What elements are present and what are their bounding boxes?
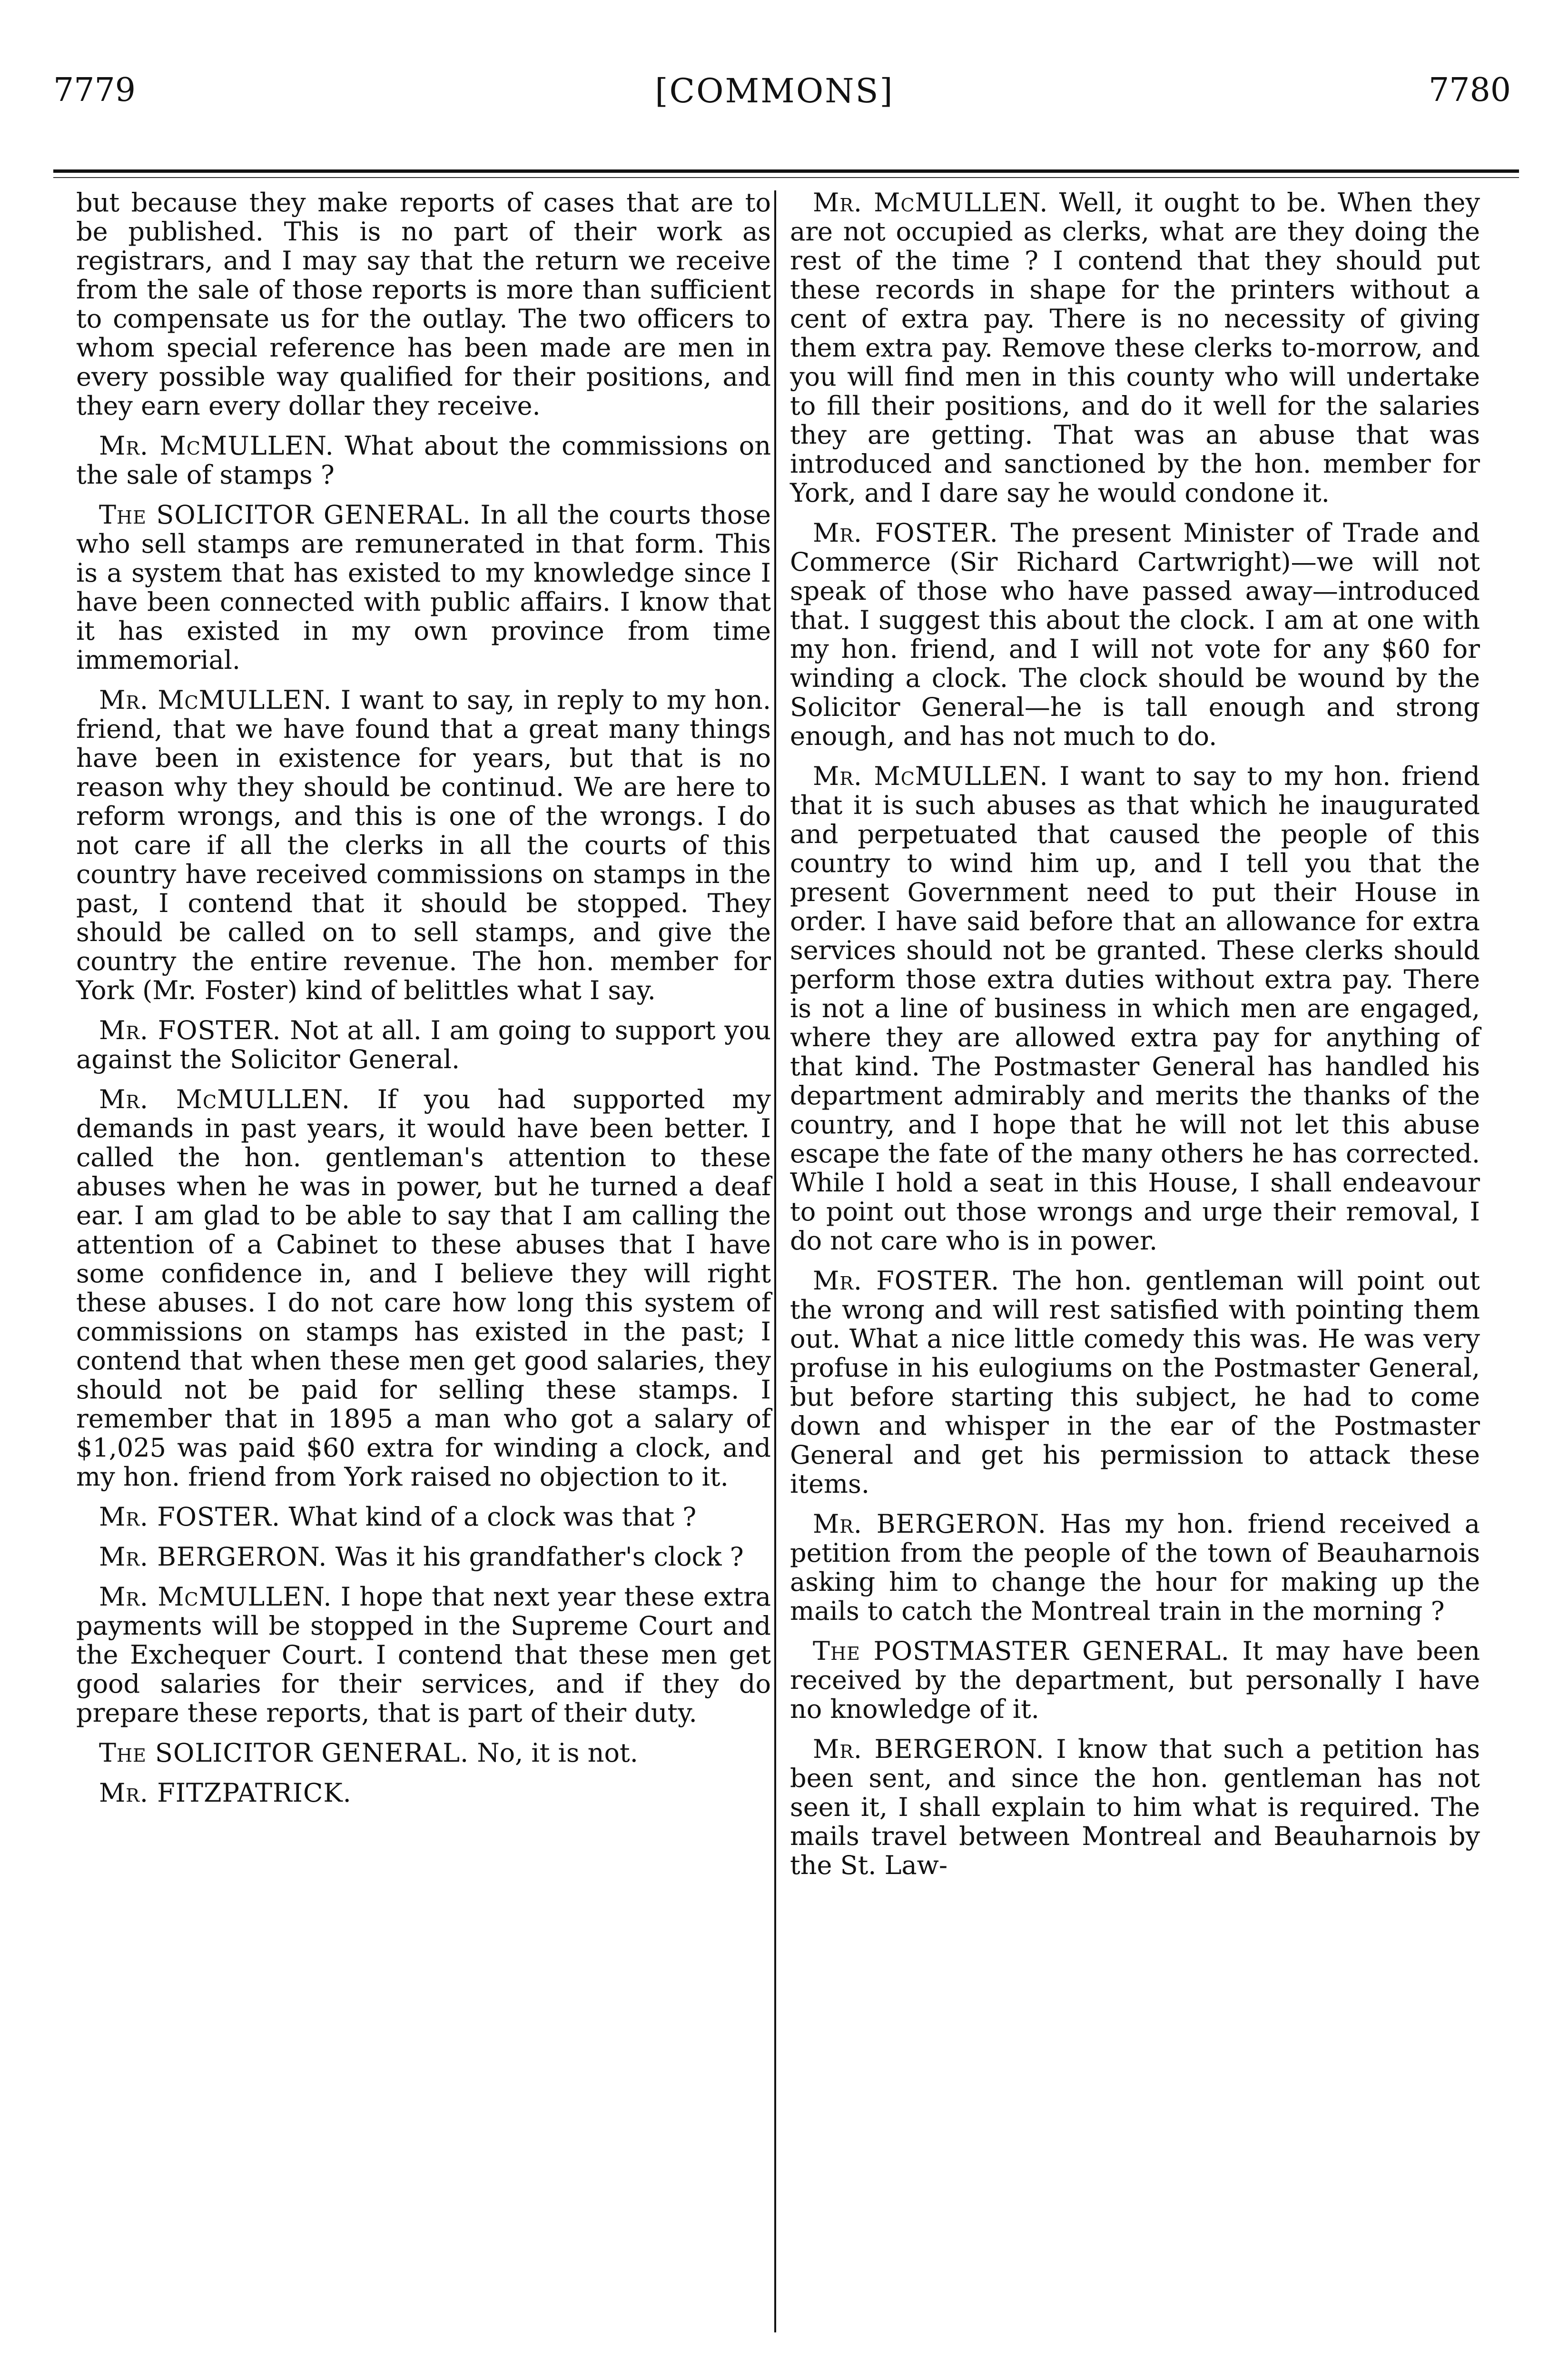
page-header-title: [COMMONS] [655, 71, 894, 110]
speech-paragraph [790, 1509, 1480, 1626]
speech-paragraph [790, 762, 1480, 1255]
speech-text: Was it his grandfather's clock ? [335, 1542, 744, 1572]
speaker-name: Mr. McMULLEN. [813, 761, 1048, 791]
speaker-name: Mr. FITZPATRICK. [99, 1778, 352, 1808]
speech-paragraph [76, 500, 771, 674]
speech-text: In all the courts those who sell stamps are remunerated in that form. This is a system that has existed to my knowledge since I have been connected with public affairs. I know that it has existed in my own province from time immemorial. [76, 500, 771, 675]
speech-paragraph [76, 1542, 771, 1571]
speaker-name: The SOLICITOR GENERAL. [99, 1738, 469, 1768]
speech-paragraph [76, 1085, 771, 1491]
speech-paragraph [76, 1502, 771, 1531]
speech-paragraph [76, 1016, 771, 1074]
speech-paragraph [790, 518, 1480, 751]
speaker-name: The SOLICITOR GENERAL. [99, 500, 471, 530]
header-rule-thin [53, 177, 1519, 178]
speech-paragraph [76, 1738, 771, 1767]
page-number-right: 7780 [1428, 71, 1511, 109]
speaker-name: Mr. FOSTER. [99, 1015, 281, 1045]
left-column [76, 188, 771, 1818]
speaker-name: Mr. BERGERON. [99, 1542, 327, 1572]
speech-text: What about the commissions on the sale of stamps ? [76, 431, 771, 490]
speech-text: What kind of a clock was that ? [288, 1502, 697, 1532]
speech-paragraph [790, 1266, 1480, 1498]
speech-paragraph [790, 1636, 1480, 1724]
speech-text: Well, it ought to be. When they are not occupied as clerks, what are they doing the rest of the time ? I contend that they should put these records in shape for the printers without a cent of extra pay. There is no necessity of giving them extra pay. Remove these clerks to-morrow, and you will find men in this county who will undertake to fill their positions, and do it well for the salaries they are getting. That was an abuse that was introduced and sanctioned by the hon. member for York, and I dare say he would condone it. [790, 188, 1480, 508]
speech-paragraph [790, 1735, 1480, 1880]
speaker-name: The POSTMASTER GENERAL. [813, 1636, 1230, 1666]
speech-text: Has my hon. friend received a petition from the people of the town of Beauharnois asking him to change the hour for making up the mails to catch the Montreal train in the morning ? [790, 1509, 1480, 1626]
speech-paragraph [76, 188, 771, 420]
speaker-name: Mr. FOSTER. [99, 1502, 281, 1532]
speech-text: but because they make reports of cases that are to be published. This is no part of their work as registrars, and I may say that the return we receive from the sale of those reports is more than sufficient to compensate us for the outlay. The two officers to whom special reference has been made are men in every possible way qualified for their positions, and they earn every dollar they receive. [76, 188, 771, 421]
speech-paragraph [76, 431, 771, 489]
speaker-name: Mr. McMULLEN. [813, 188, 1048, 218]
speech-text: The hon. gentleman will point out the wrong and will rest satisfied with pointing them out. What a nice little comedy this was. He was very profuse in his eulogiums on the Postmaster General, but before starting this subject, he had to come down and whisper in the ear of the Postmaster General and get his permission to attack these items. [790, 1266, 1480, 1499]
speaker-name: Mr. McMULLEN. [99, 685, 332, 715]
speech-paragraph [790, 188, 1480, 507]
speech-text: I hope that next year these extra payments will be stopped in the Supreme Court and the Exchequer Court. I contend that these men get good salaries for their services, and if they do prepare these reports, that is part of their duty. [76, 1582, 771, 1728]
speech-paragraph [76, 685, 771, 1005]
speaker-name: Mr. BERGERON. [813, 1734, 1045, 1764]
speech-paragraph [76, 1778, 771, 1807]
speech-text: No, it is not. [477, 1738, 638, 1768]
speech-text: It may have been received by the department, but personally I have no knowledge of it. [790, 1636, 1480, 1724]
header-rule [53, 169, 1519, 173]
speech-text: I know that such a petition has been sent, and since the hon. gentleman has not seen it, I shall explain to him what is required. The mails travel between Montreal and Beauharnois by the St. Law- [790, 1734, 1480, 1880]
speaker-name: Mr. FOSTER. [813, 518, 998, 548]
speaker-name: Mr. BERGERON. [813, 1509, 1046, 1539]
speaker-name: Mr. McMULLEN. [99, 1582, 332, 1612]
speaker-name: Mr. FOSTER. [813, 1266, 1000, 1296]
speech-text: The present Minister of Trade and Commerce (Sir Richard Cartwright)—we will not speak of those who have passed away—introduced that. I suggest this about the clock. I am at one with my hon. friend, and I will not vote for any $60 for winding a clock. The clock should be wound by the Solicitor General—he is tall enough and strong enough, and has not much to do. [790, 518, 1480, 751]
speaker-name: Mr. McMULLEN. [99, 1084, 351, 1114]
right-column [790, 188, 1480, 1891]
speech-text: I want to say to my hon. friend that it is such abuses as that which he inaugurated and perpetuated that caused the people of this country to wind him up, and I tell you that the present Government need to put their House in order. I have said before that an allowance for extra services should not be granted. These clerks should perform those extra duties without extra pay. There is not a line of business in which men are engaged, where they are allowed extra pay for anything of that kind. The Postmaster General has handled his department admirably and merits the thanks of the country, and I hope that he will not let this abuse escape the fate of the many others he has corrected. While I hold a seat in this House, I shall endeavour to point out those wrongs and urge their removal, I do not care who is in power. [790, 761, 1480, 1256]
column-divider [774, 190, 776, 2332]
speech-text: If you had supported my demands in past years, it would have been better. I called the hon. gentleman's attention to these abuses when he was in power, but he turned a deaf ear. I am glad to be able to say that I am calling the attention of a Cabinet to these abuses that I have some confidence in, and I believe they will right these abuses. I do not care how long this system of commissions on stamps has existed in the past; I contend that when these men get good salaries, they should not be paid for selling these stamps. I remember that in 1895 a man who got a salary of $1,025 was paid $60 extra for winding a clock, and my hon. friend from York raised no objection to it. [76, 1084, 771, 1492]
speech-text: I want to say, in reply to my hon. friend, that we have found that a great many things have been in existence for years, but that is no reason why they should be continud. We are here to reform wrongs, and this is one of the wrongs. I do not care if all the clerks in all the courts of this country have received commissions on stamps in the past, I contend that it should be stopped. They should be called on to sell stamps, and give the country the entire revenue. The hon. member for York (Mr. Foster) kind of belittles what I say. [76, 685, 771, 1005]
speech-paragraph [76, 1582, 771, 1727]
speech-text: Not at all. I am going to support you against the Solicitor General. [76, 1015, 771, 1074]
speaker-name: Mr. McMULLEN. [99, 431, 334, 461]
page-number-left: 7779 [53, 71, 136, 109]
